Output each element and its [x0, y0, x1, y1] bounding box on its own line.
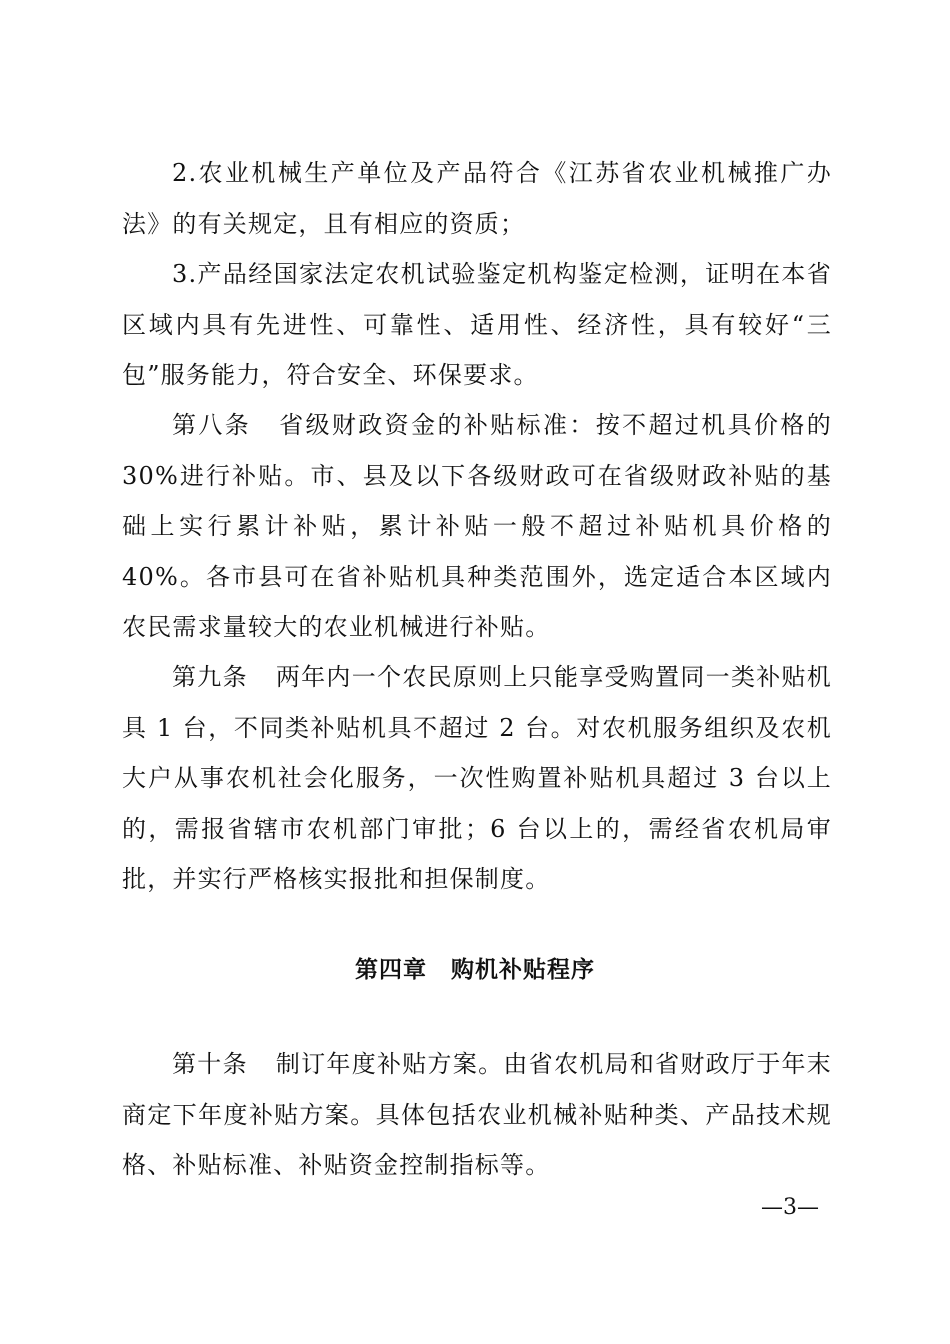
article-8-text: 省级财政资金的补贴标准：按不超过机具价格的 30%进行补贴。市、县及以下各级财政可在省级财政补贴的基础上实行累计补贴，累计补贴一般不超过补贴机具价格的 40%。各市县可在省补贴机具种类范围外，选定适合本区域内农民需求量较大的农业机械进行补贴。 — [122, 411, 832, 641]
article-8-label: 第八条 — [172, 411, 252, 439]
chapter-heading: 第四章 购机补贴程序 — [355, 957, 595, 983]
article-9-text: 两年内一个农民原则上只能享受购置同一类补贴机具 1 台，不同类补贴机具不超过 2 台。对农机服务组织及农机大户从事农机社会化服务，一次性购置补贴机具超过 3 台以上的，需报省辖市农机部门审批；6 台以上的，需经省农机局审批，并实行严格核实报批和担保制度。 — [122, 663, 832, 893]
article-9-paragraph — [122, 652, 832, 905]
page-number: —3— — [761, 1195, 819, 1220]
article-10-paragraph — [122, 1039, 832, 1191]
paragraph-item-2-text: 2.农业机械生产单位及产品符合《江苏省农业机械推广办法》的有关规定，且有相应的资质； — [122, 159, 832, 238]
paragraph-item-3-text: 3.产品经国家法定农机试验鉴定机构鉴定检测，证明在本省区域内具有先进性、可靠性、适用性、经济性，具有较好“三包”服务能力，符合安全、环保要求。 — [122, 260, 832, 389]
article-8-paragraph — [122, 400, 832, 653]
article-10-label: 第十条 — [172, 1050, 248, 1078]
paragraph-item-3 — [122, 249, 832, 401]
article-10-text: 制订年度补贴方案。由省农机局和省财政厅于年末商定下年度补贴方案。具体包括农业机械补贴种类、产品技术规格、补贴标准、补贴资金控制指标等。 — [122, 1050, 832, 1179]
paragraph-item-2 — [122, 148, 832, 249]
article-9-label: 第九条 — [172, 663, 248, 691]
